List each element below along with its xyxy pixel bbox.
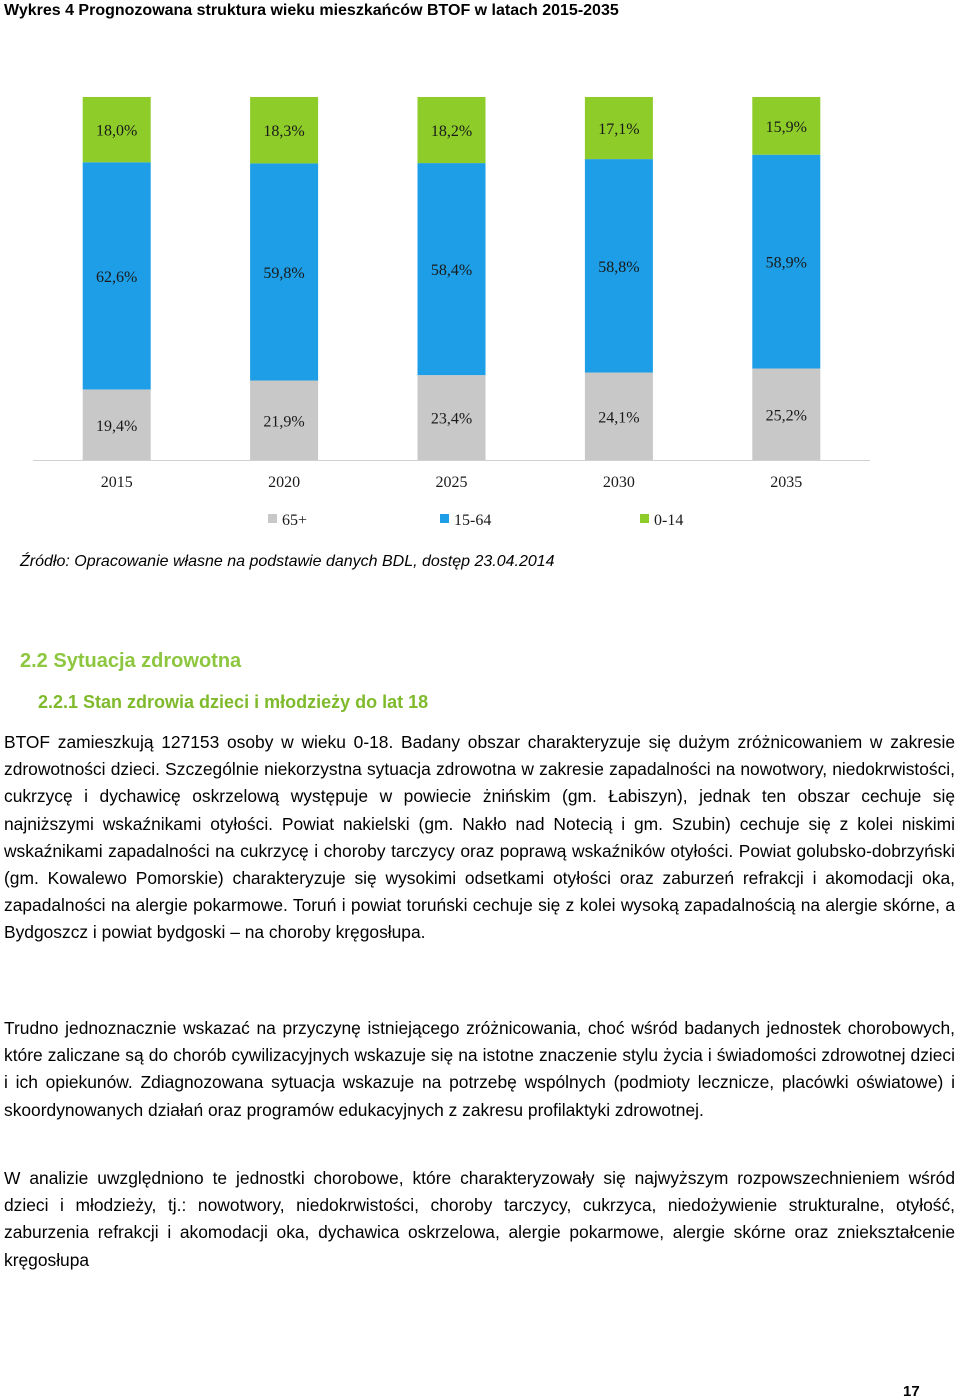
bar-label-65plus-2020: 21,9% bbox=[263, 413, 305, 431]
legend-label-65plus: 65+ bbox=[282, 512, 308, 529]
legend-label-15-64: 15-64 bbox=[454, 512, 492, 529]
bar-label-0-14-2030: 17,1% bbox=[598, 121, 640, 138]
chart-title: Wykres 4 Prognozowana struktura wieku mieszkańców BTOF w latach 2015-2035 bbox=[4, 2, 619, 19]
paragraph-3: W analizie uwzględniono te jednostki chorobowe, które charakteryzowały się najwyższym rozpowszechnieniem wśród dzieci i młodzieży, tj.: nowotwory, niedokrwistości, choroby tarczycy, cukrzyca, niedożywienie strukturalne, otyłość, zaburzenia refrakcji i akomodacji oka, dychawica oskrzelowa, alergie pokarmowe, alergie skórne oraz zniekształcenie kręgosłupa bbox=[4, 1168, 955, 1270]
bar-label-65plus-2035: 25,2% bbox=[765, 407, 807, 425]
section-heading: 2.2 Sytuacja zdrowotna bbox=[20, 650, 242, 672]
x-tick-label-2020: 2020 bbox=[268, 474, 301, 491]
x-tick-label-2035: 2035 bbox=[770, 474, 803, 491]
bar-label-15-64-2025: 58,4% bbox=[430, 262, 473, 280]
bar-label-0-14-2020: 18,3% bbox=[263, 123, 305, 141]
bar-label-0-14-2035: 15,9% bbox=[765, 118, 807, 136]
x-tick-label-2030: 2030 bbox=[602, 474, 635, 491]
page-number: 17 bbox=[903, 1383, 920, 1400]
bar-label-15-64-2030: 58,8% bbox=[598, 258, 640, 276]
bar-label-65plus-2015: 19,4% bbox=[96, 417, 138, 435]
x-tick-label-2015: 2015 bbox=[100, 474, 133, 491]
stacked-bar-chart bbox=[0, 0, 960, 540]
legend-swatch-15-64 bbox=[440, 514, 449, 523]
chart-source: Źródło: Opracowanie własne na podstawie danych BDL, dostęp 23.04.2014 bbox=[20, 553, 555, 570]
bar-label-0-14-2025: 18,2% bbox=[430, 123, 473, 140]
bar-label-0-14-2015: 18,0% bbox=[96, 122, 138, 140]
legend-label-0-14: 0-14 bbox=[654, 512, 684, 529]
paragraph-2: Trudno jednoznacznie wskazać na przyczynę istniejącego zróżnicowania, choć wśród badanych jednostek chorobowych, które zaliczane są do chorób cywilizacyjnych wskazuje się na istotne znaczenie stylu życia i świadomości zdrowotnej dzieci i ich opiekunów. Zdiagnozowana sytuacja wskazuje na potrzebę wspólnych (podmioty lecznicze, placówki oświatowe) i skoordynowanych działań oraz programów edukacyjnych z zakresu profilaktyki zdrowotnej. bbox=[4, 1018, 955, 1120]
bar-label-65plus-2030: 24,1% bbox=[598, 409, 640, 427]
bar-label-15-64-2015: 62,6% bbox=[96, 269, 138, 286]
legend-swatch-0-14 bbox=[640, 514, 649, 523]
legend-swatch-65plus bbox=[268, 514, 277, 523]
bar-label-15-64-2035: 58,9% bbox=[765, 254, 807, 272]
x-tick-label-2025: 2025 bbox=[435, 474, 468, 491]
bar-label-15-64-2020: 59,8% bbox=[263, 265, 305, 282]
subsection-heading: 2.2.1 Stan zdrowia dzieci i młodzieży do lat 18 bbox=[38, 692, 429, 712]
bar-label-65plus-2025: 23,4% bbox=[430, 410, 473, 428]
paragraph-1: BTOF zamieszkują 127153 osoby w wieku 0-18. Badany obszar charakteryzuje się dużym zróżnicowaniem w zakresie zdrowotności dzieci. Szczególnie niekorzystna sytuacja zdrowotna w zakresie zapadalności na nowotwory, niedokrwistości, cukrzycę i dychawicę oskrzelową występuje w powiecie żnińskim (gm. Łabiszyn), jednak ten obszar cechuje się najniższymi wskaźnikami otyłości. Powiat nakielski (gm. Nakło nad Notecią i gm. Szubin) cechuje się z kolei niskimi wskaźnikami zapadalności na cukrzycę i choroby tarczycy oraz poprawą wskaźników otyłości. Powiat golubsko-dobrzyński (gm. Kowalewo Pomorskie) charakteryzuje się wysokimi odsetkami otyłości oraz zaburzeń refrakcji i akomodacji oka, zapadalności na alergie pokarmowe. Toruń i powiat toruński cechuje się z kolei wysoką zapadalnością na alergie skórne, a Bydgoszcz i powiat bydgoski – na choroby kręgosłupa. bbox=[4, 732, 955, 943]
